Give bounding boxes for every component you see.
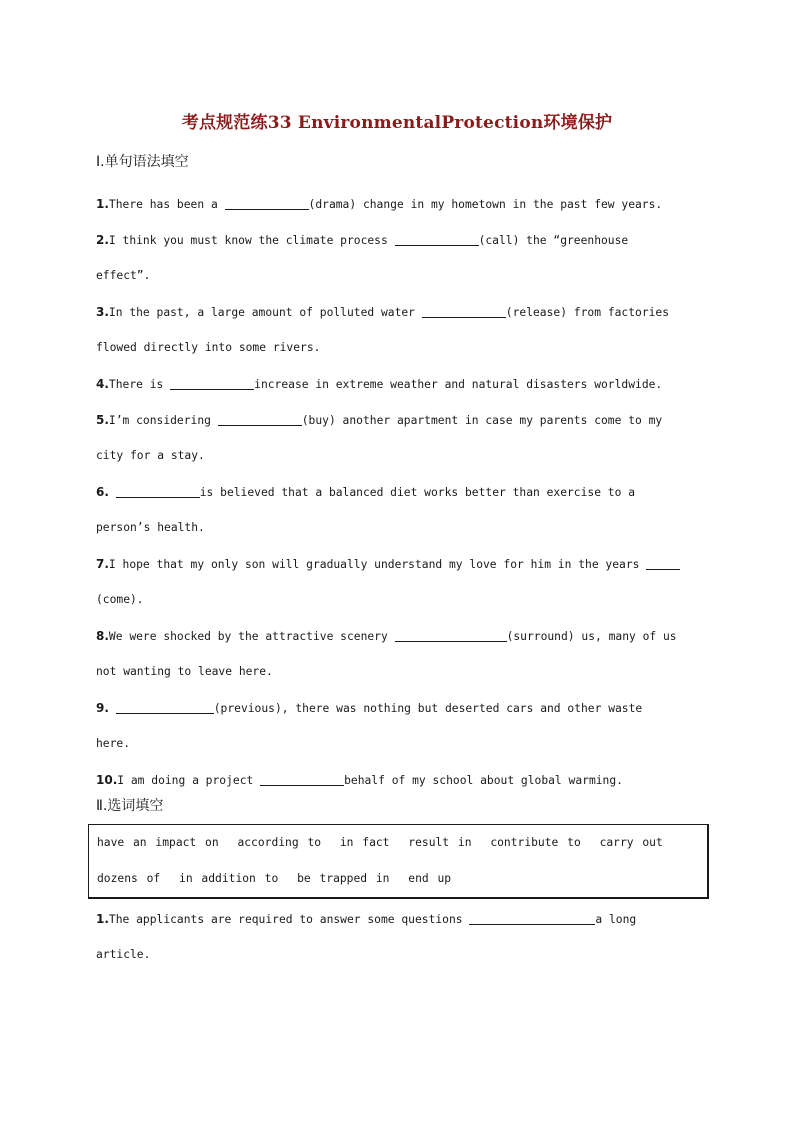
word-bank-item: carry out	[599, 836, 663, 849]
word-bank-box	[88, 824, 709, 899]
word-bank-item: have an impact on	[97, 836, 219, 849]
question-text: The applicants are required to answer some questions	[108, 913, 470, 926]
answer-blank[interactable]	[218, 412, 302, 426]
question-3-continued: flowed directly into some rivers.	[96, 341, 321, 354]
word-bank-item: contribute to	[490, 836, 581, 849]
question-2-continued: effect”.	[96, 269, 151, 282]
answer-blank[interactable]	[646, 556, 680, 570]
question-text: a long	[595, 913, 637, 926]
worksheet-content	[96, 150, 704, 973]
word-bank-item: in fact	[339, 836, 390, 849]
question-text: There is	[108, 378, 171, 391]
answer-blank[interactable]	[260, 772, 344, 786]
question-number: 4.	[96, 377, 109, 391]
word-bank-item: be trapped in	[297, 872, 390, 885]
question-number: 6.	[96, 485, 109, 499]
question-text: increase in extreme weather and natural disasters worldwide.	[254, 378, 663, 391]
word-choice-question-1-continued: article.	[96, 948, 151, 961]
question-text: We were shocked by the attractive scenery	[108, 630, 395, 643]
question-text	[109, 486, 116, 499]
answer-blank[interactable]	[225, 196, 309, 210]
question-text: There has been a	[108, 198, 225, 211]
question-text: (buy) another apartment in case my parents come to my	[301, 414, 663, 427]
question-number: 9.	[96, 701, 109, 715]
question-number: 7.	[96, 557, 109, 571]
question-number: 5.	[96, 413, 109, 427]
answer-blank[interactable]	[170, 376, 254, 390]
question-5	[96, 402, 704, 438]
question-9	[96, 690, 704, 726]
word-bank-item: result in	[408, 836, 472, 849]
question-text	[109, 702, 116, 715]
question-6-continued: person’s health.	[96, 521, 205, 534]
question-text: (call) the “greenhouse	[478, 234, 629, 247]
question-text: I am doing a project	[117, 774, 261, 787]
question-text: (surround) us, many of us	[506, 630, 677, 643]
question-text: (drama) change in my hometown in the past few years.	[308, 198, 663, 211]
section-heading-word-choice: Ⅱ.选词填空	[96, 798, 164, 814]
question-2	[96, 222, 704, 258]
question-1	[96, 186, 704, 222]
answer-blank[interactable]	[116, 484, 200, 498]
question-number: 10.	[96, 773, 118, 787]
word-bank-row	[97, 825, 707, 861]
answer-blank[interactable]	[422, 304, 506, 318]
word-bank-row	[97, 861, 707, 897]
word-bank-item: end up	[408, 872, 452, 885]
question-number: 3.	[96, 305, 109, 319]
question-text: I hope that my only son will gradually understand my love for him in the years	[108, 558, 647, 571]
question-text: (release) from factories	[505, 306, 670, 319]
word-bank-item: in addition to	[179, 872, 279, 885]
answer-blank[interactable]	[395, 232, 479, 246]
question-number: 2.	[96, 233, 109, 247]
word-choice-question-1	[96, 901, 704, 937]
question-text: is believed that a balanced diet works better than exercise to a	[199, 486, 636, 499]
question-9-continued: here.	[96, 737, 131, 750]
answer-blank[interactable]	[395, 628, 507, 642]
question-8	[96, 618, 704, 654]
question-number: 1.	[96, 912, 109, 926]
question-6	[96, 474, 704, 510]
question-7-continued: (come).	[96, 593, 144, 606]
question-10	[96, 762, 704, 798]
question-4	[96, 366, 704, 402]
question-text: In the past, a large amount of polluted water	[108, 306, 422, 319]
word-bank-item: dozens of	[97, 872, 161, 885]
question-number: 1.	[96, 197, 109, 211]
question-8-continued: not wanting to leave here.	[96, 665, 273, 678]
answer-blank[interactable]	[116, 700, 214, 714]
question-text: behalf of my school about global warming.	[344, 774, 623, 787]
question-3	[96, 294, 704, 330]
question-7	[96, 546, 704, 582]
question-5-continued: city for a stay.	[96, 449, 205, 462]
question-text: I think you must know the climate process	[108, 234, 395, 247]
question-number: 8.	[96, 629, 109, 643]
word-bank-item: according to	[237, 836, 322, 849]
page-title: 考点规范练33 EnvironmentalProtection环境保护	[181, 113, 613, 133]
question-text: (previous), there was nothing but deserted cars and other waste	[213, 702, 643, 715]
answer-blank[interactable]	[469, 911, 595, 925]
section-heading-grammar: Ⅰ.单句语法填空	[96, 154, 189, 170]
question-text: I’m considering	[108, 414, 218, 427]
